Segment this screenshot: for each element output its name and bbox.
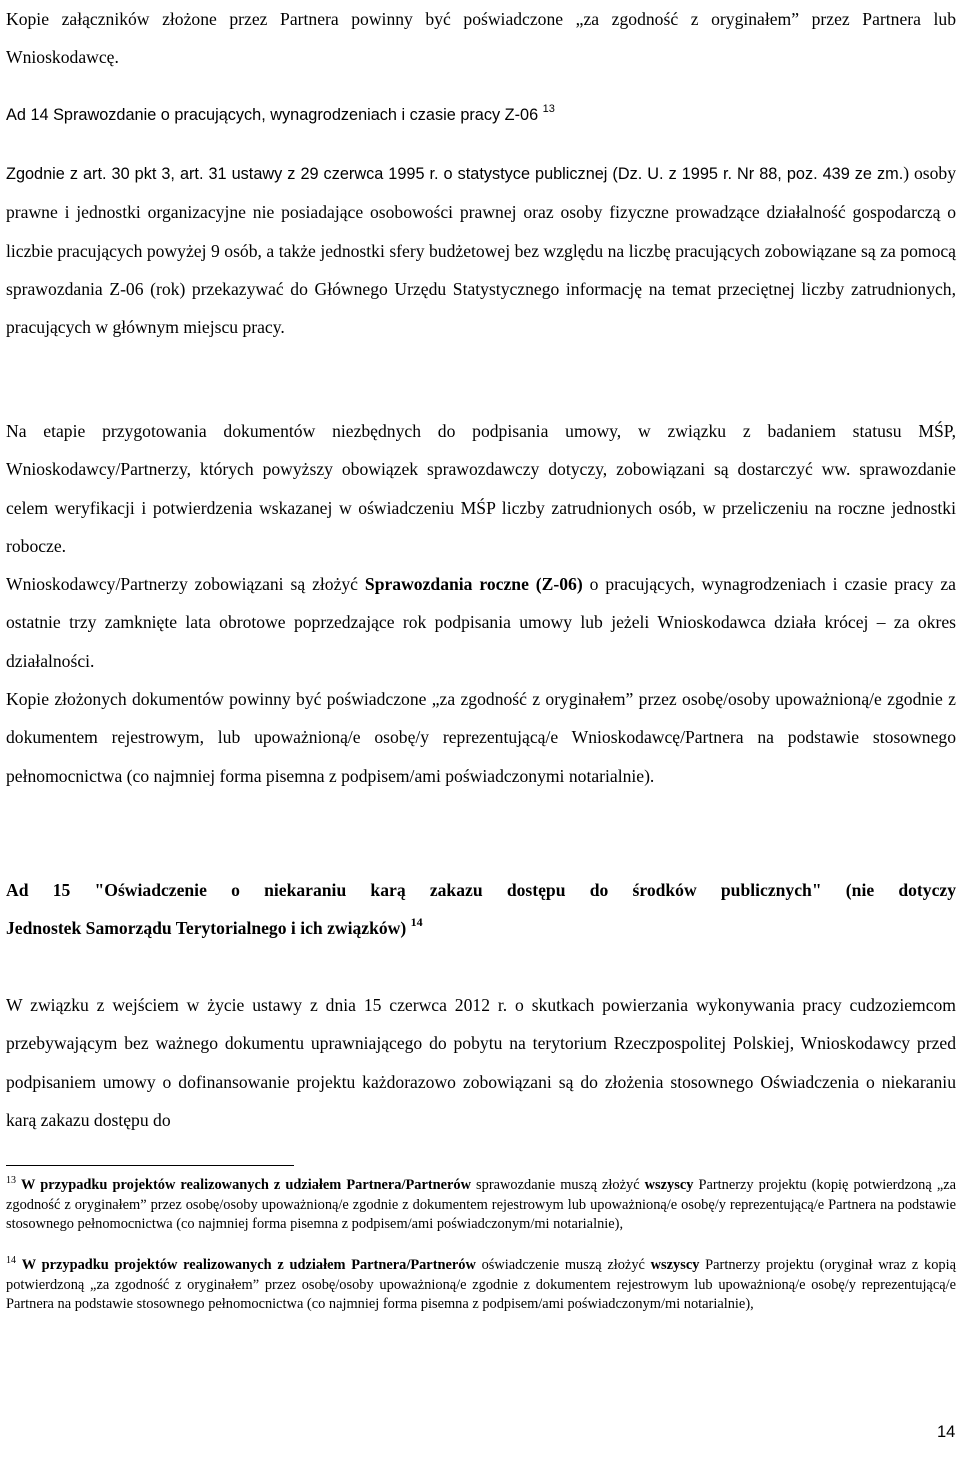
ad14-paragraph-1: [6, 154, 956, 346]
footnote-13-number: 13: [6, 1175, 16, 1186]
footnote-ref-14[interactable]: 14: [410, 915, 423, 929]
footnote-13-text-b: Partnerzy projektu (kopię potwierdzoną „za zgodność z oryginałem” przez osobę/osoby upoważnioną/e zgodnie z dokumentem rejestrowym lub upoważnioną/e osobę/y reprezentującą/e Partnera na podstawie stosownego pełnomocnictwa (co najmniej forma pisemna z podpisem/ami poświadczonym/mi notarialnie),: [6, 1177, 956, 1233]
ad14-paragraph-2: [6, 412, 956, 565]
footnote-14-text-a: oświadczenie muszą złożyć: [475, 1257, 651, 1273]
partner-copies-paragraph: Kopie załączników złożone przez Partnera powinny być poświadczone „za zgodność z oryginałem” przez Partnera lub Wnioskodawcę.: [6, 9, 956, 68]
footnote-13-bold-b: wszyscy: [644, 1177, 694, 1193]
ad14-paragraph-3-b: o pracujących, wynagrodzeniach i czasie pracy za ostatnie trzy zamknięte lata obrotowe poprzedzające rok podpisania umowy lub jeżeli Wnioskodawca działa krócej – za okres działalności.: [6, 574, 956, 671]
ad15-heading-text: Jednostek Samorządu Terytorialnego i ich związków): [6, 918, 407, 938]
ad14-paragraph-2-a: Na etapie przygotowania dokumentów niezbędnych do podpisania umowy, w związku z badaniem statusu MŚP, Wnioskodawcy/Partnerzy, których powyższy obowiązek sprawozdawczy dotyczy, zobowiązani są dostarczyć ww.: [6, 421, 956, 480]
footnote-separator: [6, 1165, 294, 1166]
footnote-13: [6, 1176, 956, 1235]
ad15-paragraph-1: W związku z wejściem w życie ustawy z dnia 15 czerwca 2012 r. o skutkach powierzania wykonywania pracy cudzoziemcom przebywającym bez ważnego dokumentu uprawniającego do pobytu na terytorium Rzeczpospolitej Polskiej, Wnioskodawcy przed podpisaniem umowy o dofinansowanie projektu każdorazowo zobowiązani są do złożenia stosownego Oświadczenia o niekaraniu karą zakazu dostępu do: [6, 995, 956, 1130]
footnote-13-text-a: sprawozdanie muszą złożyć: [471, 1177, 645, 1193]
ad14-heading-text: Ad 14 Sprawozdanie o pracujących, wynagrodzeniach i czasie pracy Z-06: [6, 106, 539, 124]
ad14-paragraph-2-b: sprawozdanie celem weryfikacji i potwierdzenia wskazanej w oświadczeniu MŚP liczby zatrudnionych osób, w przeliczeniu na roczne jednostki robocze.: [6, 459, 956, 556]
footnote-14: [6, 1256, 956, 1315]
ad14-paragraph-4: Kopie złożonych dokumentów powinny być poświadczone „za zgodność z oryginałem” przez osobę/osoby upoważnioną/e zgodnie z dokumentem rejestrowym, lub upoważnioną/e osobę/y reprezentującą/e Wnioskodawcę/Partnera na podstawie stosownego pełnomocnictwa (co najmniej forma pisemna z podpisem/ami poświadczonymi notarialnie).: [6, 689, 956, 786]
ad15-heading-line-1: Ad 15 "Oświadczenie o niekaraniu karą zakazu dostępu do środków publicznych" (nie dotyczy: [6, 880, 956, 900]
ad14-paragraph-3: [6, 565, 956, 680]
annual-reports-emphasis: Sprawozdania roczne (Z-06): [364, 574, 583, 594]
ad14-paragraph-1-rest: ) osoby prawne i jednostki organizacyjne nie posiadające osobowości prawnej oraz osoby fizyczne prowadzące działalność gospodarczą o liczbie pracujących powyżej 9 osób, a także jednostki sfery budżetowej bez względu na liczbę pracujących zobowiązane są za pomocą sprawozdania Z-06 (rok) przekazywać do Głównego Urzędu Statystycznego informację na temat przeciętnej liczby zatrudnionych, pracujących w głównym miejscu pracy.: [6, 163, 956, 338]
page-number: 14: [937, 1423, 956, 1441]
footnote-14-text-b: Partnerzy projektu (oryginał wraz z kopią potwierdzoną „za zgodność z oryginałem” przez osobę/osoby upoważnioną/e zgodnie z dokumentem rejestrowym lub upoważnioną/e osobę/y reprezentującą/e Partnera na podstawie stosownego pełnomocnictwa (co najmniej forma pisemna z podpisem/ami poświadczonym/mi notarialnie),: [6, 1257, 956, 1313]
ad14-paragraph-3-a: Wnioskodawcy/Partnerzy zobowiązani są złożyć: [6, 574, 365, 594]
footnote-14-bold-b: wszyscy: [650, 1257, 700, 1273]
statute-citation: Zgodnie z art. 30 pkt 3, art. 31 ustawy z 29 czerwca 1995 r. o statystyce publicznej (Dz. U. z 1995 r. Nr 88, poz. 439 ze zm.: [6, 165, 904, 183]
ad15-heading-line-2: [6, 909, 956, 947]
footnote-ref-13[interactable]: 13: [542, 103, 555, 115]
footnote-13-bold-a: W przypadku projektów realizowanych z udziałem Partnera/Partnerów: [21, 1177, 472, 1193]
ad14-heading: [6, 96, 956, 134]
footnote-14-number: 14: [6, 1255, 16, 1266]
footnote-14-bold-a: W przypadku projektów realizowanych z udziałem Partnera/Partnerów: [21, 1257, 476, 1273]
